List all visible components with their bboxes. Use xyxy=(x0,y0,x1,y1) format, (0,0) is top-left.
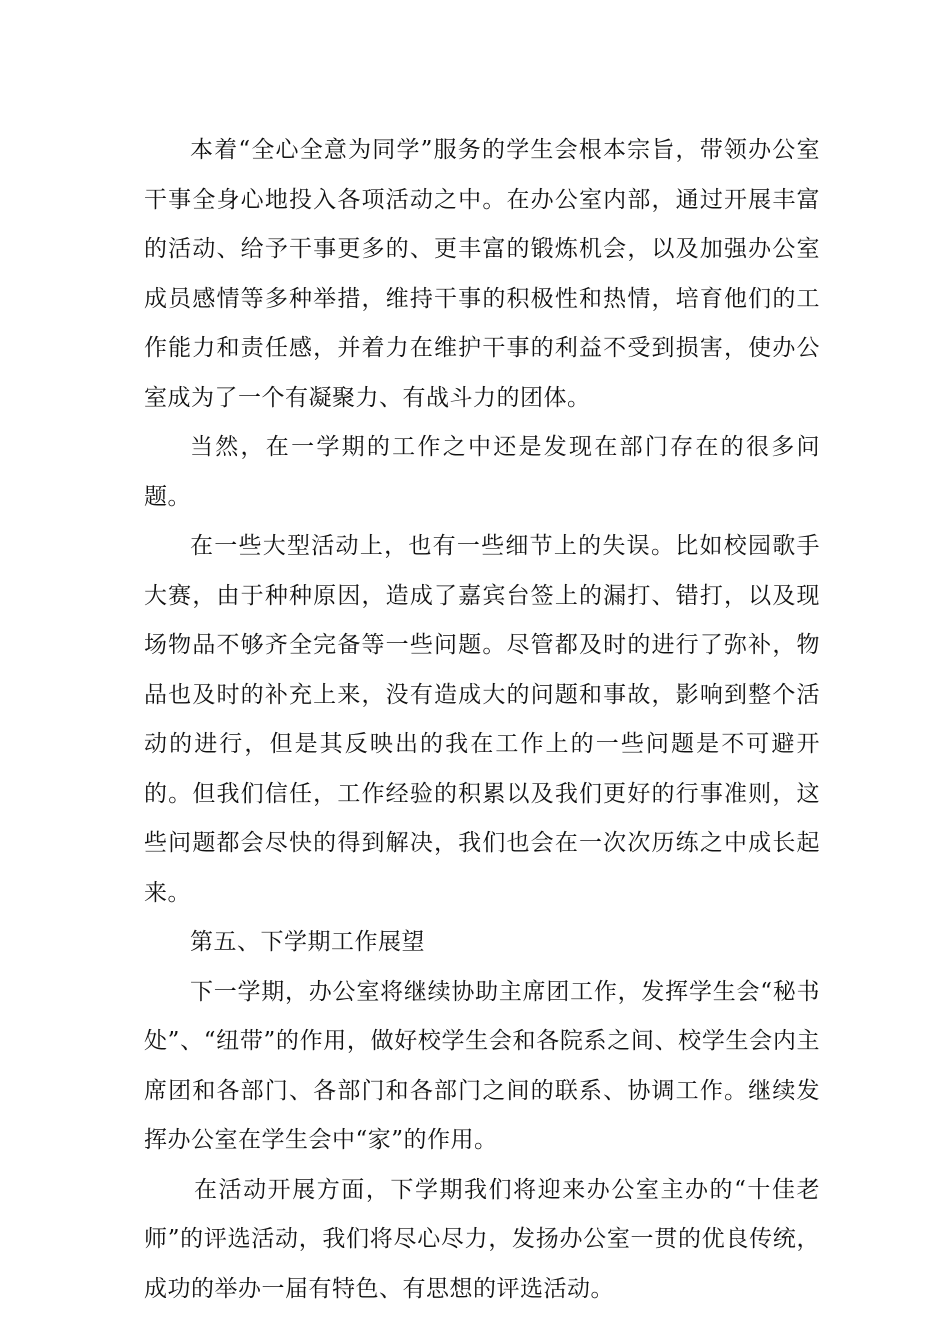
paragraph-2: 当然，在一学期的工作之中还是发现在部门存在的很多问题。 xyxy=(144,434,820,510)
document-body xyxy=(144,126,820,1314)
paragraph-4: 下一学期，办公室将继续协助主席团工作，发挥学生会“秘书处”、“纽带”的作用，做好校学生会和各院系之间、校学生会内主席团和各部门、各部门和各部门之间的联系、协调工作。继续发挥办公室在学生会中“家”的作用。 xyxy=(144,978,820,1153)
section-heading: 第五、下学期工作展望 xyxy=(190,929,425,955)
paragraph-1: 本着“全心全意为同学”服务的学生会根本宗旨，带领办公室干事全身心地投入各项活动之中。在办公室内部，通过开展丰富的活动、给予干事更多的、更丰富的锻炼机会，以及加强办公室成员感情等多种举措，维持干事的积极性和热情，培育他们的工作能力和责任感，并着力在维护干事的利益不受到损害，使办公室成为了一个有凝聚力、有战斗力的团体。 xyxy=(144,137,820,411)
paragraph-3: 在一些大型活动上，也有一些细节上的失误。比如校园歌手大赛，由于种种原因，造成了嘉宾台签上的漏打、错打，以及现场物品不够齐全完备等一些问题。尽管都及时的进行了弥补，物品也及时的补充上来，没有造成大的问题和事故，影响到整个活动的进行，但是其反映出的我在工作上的一些问题是不可避开的。但我们信任，工作经验的积累以及我们更好的行事准则，这些问题都会尽快的得到解决，我们也会在一次次历练之中成长起来。 xyxy=(144,533,820,906)
paragraph-5: 在活动开展方面，下学期我们将迎来办公室主办的“十佳老师”的评选活动，我们将尽心尽力，发扬办公室一贯的优良传统，成功的举办一届有特色、有思想的评选活动。 xyxy=(144,1176,820,1302)
